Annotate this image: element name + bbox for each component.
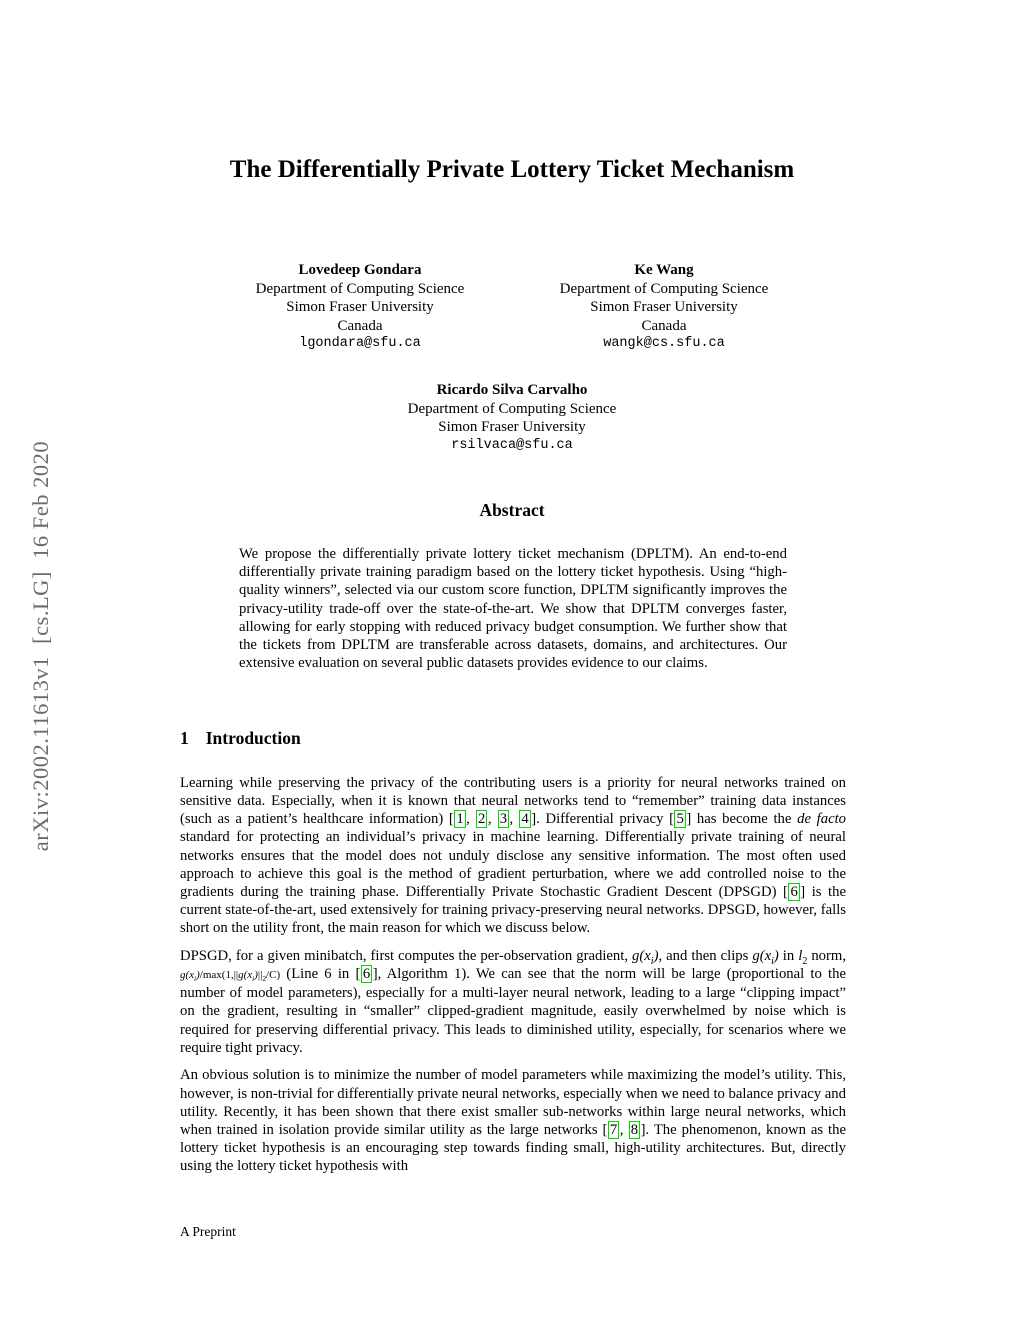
author-univ: Simon Fraser University [590,299,738,316]
author-country: Canada [337,317,383,334]
paragraph: An obvious solution is to minimize the number of model parameters while maximizing the model’s utility. This, however, is non-trivial for differentially private neural networks, especially when we need to balance privacy and utility. Recently, it has been shown that there exist smaller sub-networks within large neural networks, which when trained in isolation provide similar utility as the large networks [ 7 , 8 ]. The phenomenon, known as the lottery ticket hypothesis is an encouraging step towards finding small, high-utility architectures. But, directly using the lottery ticket hypothesis with [180,1067,846,1175]
citation-link[interactable]: 7 [609,1121,618,1138]
author-name: Ricardo Silva Carvalho [436,382,588,398]
introduction-body [180,774,846,1185]
citation-link[interactable]: 6 [362,966,371,983]
author-country: Canada [641,317,687,334]
author-email: wangk@cs.sfu.ca [603,336,725,352]
emphasis-text: de facto [797,811,847,828]
paragraph: Learning while preserving the privacy of the contributing users is a priority for neural networks trained on sensitive data. Especially, when it is known that neural networks tend to “remember” training data instances (such as a patient’s healthcare information) [ 1 , 2 , 3 , 4 ]. Differential privacy [ 5 ] has become the de facto standard for protecting an individual’s privacy in machine learning. Differentially private training of neural networks ensures that the model does not unduly disclose any sensitive information. The most often used approach to achieve this goal is the method of gradient perturbation, where we add controlled noise to the gradients during the training phase. Differentially Private Stochastic Gradient Descent (DPSGD) [ 6 ] is the current state-of-the-art, used extensively for training privacy-preserving neural networks. DPSGD, however, falls short on the utility front, the main reason for which we discuss below. [180,775,847,937]
paper-title: The Differentially Private Lottery Ticket Mechanism [229,156,795,183]
author-email: lgondara@sfu.ca [299,336,421,352]
inline-math: $l_2$ [798,947,808,967]
citation-link[interactable]: 2 [478,811,486,828]
citation-link[interactable]: 1 [456,811,464,828]
author-univ: Simon Fraser University [438,419,586,436]
author-name: Lovedeep Gondara [298,262,422,278]
arxiv-sidebar-banner: arXiv:2002.11613v1 [cs.LG] 16 Feb 2020 [28,440,53,852]
inline-math: $g(x_i)/\max(1,||g(x_i)||_2/C)$ [180,969,281,984]
author-name: Ke Wang [634,262,694,278]
section-heading-introduction [180,728,301,749]
citation-link[interactable]: 3 [499,811,508,828]
author-block-3 [342,381,682,455]
section-number: 1 [180,728,189,748]
author-block-1 [190,261,530,354]
citation-link[interactable]: 5 [676,811,684,828]
author-email: rsilvaca@sfu.ca [451,437,573,453]
inline-math: $g(x_i)$ [752,947,779,967]
author-dept: Department of Computing Science [407,400,617,417]
paragraph: DPSGD, for a given minibatch, first computes the per-observation gradient, $g(x_i)$, and then clips $g(x_i)$ in $l_2$ norm, $g(x_i)/\max(1,||g(x_i)||_2/C)$ (Line 6 in [ 6 ], Algorithm 1). We can see that the norm will be large (proportional to the number of model parameters), especially for a multi-layer neural network, leading to a large “clipping impact” on the gradient, resulting in “smaller” clipped-gradient magnitude, easily overwhelmed by noise which is required for preserving differential privacy. This leads to diminished utility, especially, for scenarios where we require tight privacy. [180,947,846,1056]
citation-link[interactable]: 8 [630,1121,639,1138]
abstract-text: We propose the differentially private lottery ticket mechanism (DPLTM). An end-to-end differentially private training paradigm based on the lottery ticket hypothesis. Using “high-quality winners”, selected via our custom score function, DPLTM significantly improves the privacy-utility trade-off over the state-of-the-art. We show that DPLTM converges faster, allowing for early stopping with reduced privacy budget consumption. We further show that the tickets from DPLTM are transferable across datasets, domains, and architectures. Our extensive evaluation on several public datasets provides evidence to our claims. [239,546,787,672]
author-block-2 [494,261,834,354]
preprint-footer-label: A Preprint [180,1224,236,1239]
inline-math: $g(x_i)$ [632,947,659,967]
section-title: Introduction [205,728,301,748]
author-univ: Simon Fraser University [286,299,434,316]
citation-link[interactable]: 6 [790,883,798,900]
abstract-heading: Abstract [479,500,545,520]
author-dept: Department of Computing Science [559,280,769,297]
author-dept: Department of Computing Science [255,280,465,297]
citation-link[interactable]: 4 [521,811,529,828]
